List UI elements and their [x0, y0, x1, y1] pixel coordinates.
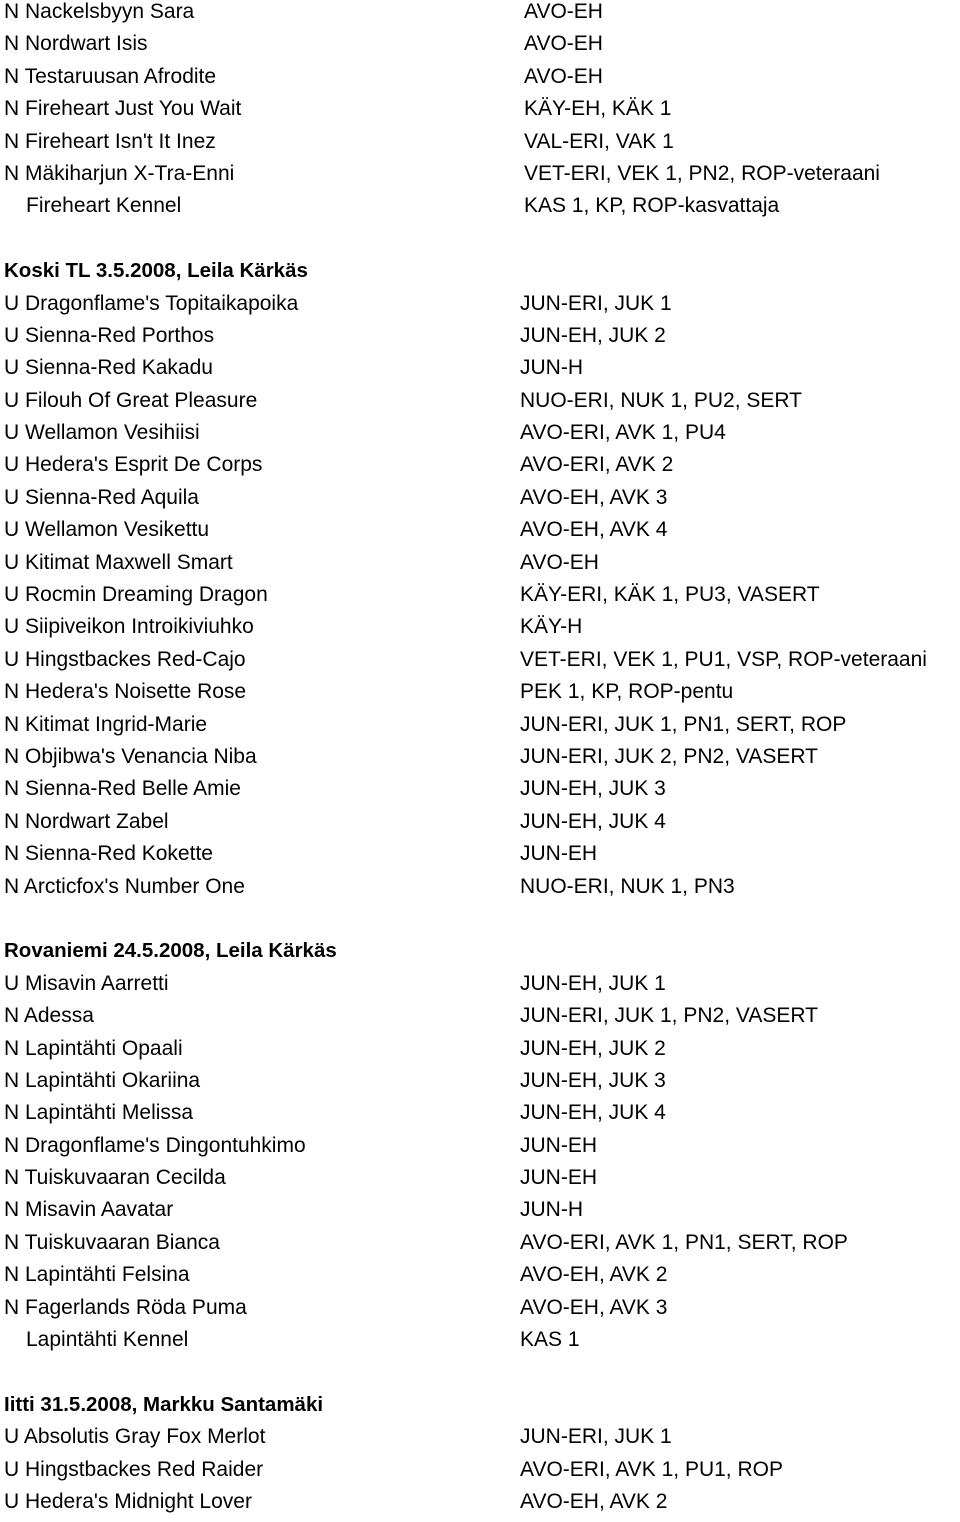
result-row: [4, 518, 960, 550]
dog-result: AVO-EH: [524, 0, 603, 23]
dog-name: N Sienna-Red Kokette: [4, 842, 213, 866]
dog-result: VET-ERI, VEK 1, PU1, VSP, ROP-veteraani: [520, 647, 927, 671]
dog-result: JUN-EH: [520, 1166, 597, 1190]
dog-name: N Lapintähti Okariina: [4, 1068, 201, 1092]
result-row: [4, 551, 960, 583]
result-row: [4, 648, 960, 680]
dog-name: N Misavin Aavatar: [4, 1198, 174, 1222]
dog-result: JUN-EH, JUK 2: [520, 323, 666, 347]
dog-name: U Hingstbackes Red-Cajo: [4, 647, 246, 671]
dog-name: U Hedera's Esprit De Corps: [4, 453, 263, 477]
dog-result: VAL-ERI, VAK 1: [524, 129, 674, 153]
dog-name: N Lapintähti Melissa: [4, 1101, 194, 1125]
section-gap: [4, 227, 960, 259]
result-row: [4, 421, 960, 453]
result-row: [4, 1263, 960, 1295]
dog-name: N Tuiskuvaaran Cecilda: [4, 1166, 226, 1190]
kennel-name: Fireheart Kennel: [26, 194, 182, 218]
dog-name: N Dragonflame's Dingontuhkimo: [4, 1133, 306, 1157]
dog-name: N Testaruusan Afrodite: [4, 64, 217, 88]
section-gap: [4, 907, 960, 939]
dog-result: AVO-EH: [524, 64, 603, 88]
show-section: [4, 0, 960, 227]
result-row: [4, 842, 960, 874]
dog-result: AVO-EH: [524, 32, 603, 56]
dog-name: N Mäkiharjun X-Tra-Enni: [4, 161, 235, 185]
result-row: [4, 583, 960, 615]
dog-result: JUN-EH, JUK 2: [520, 1036, 666, 1060]
dog-name: N Nackelsbyyn Sara: [4, 0, 195, 23]
result-row: [4, 1037, 960, 1069]
dog-result: JUN-EH, JUK 1: [520, 971, 666, 995]
kennel-result: KAS 1, KP, ROP-kasvattaja: [524, 194, 780, 218]
dog-name: N Lapintähti Opaali: [4, 1036, 183, 1060]
dog-name: N Arcticfox's Number One: [4, 874, 245, 898]
result-row: [4, 292, 960, 324]
result-row: [4, 324, 960, 356]
dog-result: JUN-EH, JUK 3: [520, 777, 666, 801]
dog-name: N Fireheart Isn't It Inez: [4, 129, 216, 153]
dog-name: N Nordwart Zabel: [4, 809, 169, 833]
dog-result: JUN-EH, JUK 4: [520, 1101, 666, 1125]
result-row: [4, 680, 960, 712]
kennel-name: Lapintähti Kennel: [26, 1328, 189, 1352]
show-heading: Koski TL 3.5.2008, Leila Kärkäs: [4, 259, 308, 283]
dog-name: U Wellamon Vesihiisi: [4, 421, 200, 445]
result-row: [4, 745, 960, 777]
dog-name: N Nordwart Isis: [4, 32, 148, 56]
dog-name: N Hedera's Noisette Rose: [4, 680, 247, 704]
dog-name: U Sienna-Red Kakadu: [4, 356, 213, 380]
show-section: [4, 259, 960, 907]
result-row: [4, 875, 960, 907]
result-row: [4, 1004, 960, 1036]
kennel-row: [4, 194, 960, 226]
dog-result: AVO-ERI, AVK 1, PN1, SERT, ROP: [520, 1230, 848, 1254]
result-row: [4, 130, 960, 162]
dog-name: U Sienna-Red Aquila: [4, 485, 199, 509]
result-row: [4, 1425, 960, 1457]
results-document: [4, 0, 960, 1522]
result-row: [4, 65, 960, 97]
dog-name: U Dragonflame's Topitaikapoika: [4, 291, 299, 315]
dog-name: N Sienna-Red Belle Amie: [4, 777, 241, 801]
dog-name: N Lapintähti Felsina: [4, 1263, 190, 1287]
dog-result: JUN-ERI, JUK 1: [520, 1425, 672, 1449]
dog-name: U Misavin Aarretti: [4, 971, 169, 995]
result-row: [4, 972, 960, 1004]
dog-name: U Filouh Of Great Pleasure: [4, 388, 258, 412]
dog-name: N Tuiskuvaaran Bianca: [4, 1230, 220, 1254]
result-row: [4, 389, 960, 421]
dog-result: VET-ERI, VEK 1, PN2, ROP-veteraani: [524, 161, 880, 185]
dog-name: U Absolutis Gray Fox Merlot: [4, 1425, 266, 1449]
dog-name: U Hedera's Midnight Lover: [4, 1489, 252, 1513]
dog-name: U Siipiveikon Introikiviuhko: [4, 615, 254, 639]
dog-result: AVO-EH, AVK 2: [520, 1263, 668, 1287]
dog-result: JUN-EH, JUK 4: [520, 809, 666, 833]
show-heading: Iitti 31.5.2008, Markku Santamäki: [4, 1392, 324, 1416]
kennel-result: KAS 1: [520, 1328, 580, 1352]
dog-result: NUO-ERI, NUK 1, PN3: [520, 874, 735, 898]
dog-result: KÄY-EH, KÄK 1: [524, 97, 672, 121]
dog-result: AVO-ERI, AVK 2: [520, 453, 674, 477]
dog-result: JUN-H: [520, 1198, 583, 1222]
result-row: [4, 1458, 960, 1490]
result-row: [4, 1101, 960, 1133]
kennel-row: [4, 1328, 960, 1360]
result-row: [4, 1231, 960, 1263]
section-gap: [4, 1360, 960, 1392]
show-section: [4, 939, 960, 1360]
dog-name: U Wellamon Vesikettu: [4, 518, 210, 542]
dog-result: JUN-H: [520, 356, 583, 380]
result-row: [4, 32, 960, 64]
result-row: [4, 1490, 960, 1522]
dog-name: N Fireheart Just You Wait: [4, 97, 242, 121]
dog-result: JUN-ERI, JUK 2, PN2, VASERT: [520, 744, 818, 768]
dog-result: AVO-EH: [520, 550, 599, 574]
result-row: [4, 1134, 960, 1166]
result-row: [4, 615, 960, 647]
dog-result: AVO-EH, AVK 4: [520, 518, 668, 542]
dog-result: JUN-ERI, JUK 1, PN1, SERT, ROP: [520, 712, 847, 736]
result-row: [4, 453, 960, 485]
result-row: [4, 1069, 960, 1101]
dog-name: N Fagerlands Röda Puma: [4, 1295, 247, 1319]
dog-result: JUN-ERI, JUK 1: [520, 291, 672, 315]
dog-name: U Rocmin Dreaming Dragon: [4, 583, 268, 607]
dog-result: AVO-EH, AVK 3: [520, 485, 668, 509]
dog-result: JUN-ERI, JUK 1, PN2, VASERT: [520, 1004, 818, 1028]
result-row: [4, 1296, 960, 1328]
dog-result: AVO-EH, AVK 3: [520, 1295, 668, 1319]
dog-result: PEK 1, KP, ROP-pentu: [520, 680, 734, 704]
dog-name: U Kitimat Maxwell Smart: [4, 550, 233, 574]
dog-result: KÄY-ERI, KÄK 1, PU3, VASERT: [520, 583, 820, 607]
result-row: [4, 713, 960, 745]
result-row: [4, 356, 960, 388]
dog-result: AVO-ERI, AVK 1, PU1, ROP: [520, 1457, 783, 1481]
result-row: [4, 810, 960, 842]
result-row: [4, 777, 960, 809]
result-row: [4, 97, 960, 129]
dog-result: KÄY-H: [520, 615, 583, 639]
dog-result: AVO-ERI, AVK 1, PU4: [520, 421, 726, 445]
result-row: [4, 1166, 960, 1198]
dog-result: JUN-EH: [520, 842, 597, 866]
dog-name: N Kitimat Ingrid-Marie: [4, 712, 208, 736]
dog-result: AVO-EH, AVK 2: [520, 1489, 668, 1513]
result-row: [4, 486, 960, 518]
dog-name: U Hingstbackes Red Raider: [4, 1457, 264, 1481]
dog-name: U Sienna-Red Porthos: [4, 323, 215, 347]
dog-result: NUO-ERI, NUK 1, PU2, SERT: [520, 388, 803, 412]
dog-name: N Adessa: [4, 1004, 94, 1028]
dog-result: JUN-EH, JUK 3: [520, 1068, 666, 1092]
result-row: [4, 1198, 960, 1230]
show-section: [4, 1393, 960, 1522]
dog-result: JUN-EH: [520, 1133, 597, 1157]
show-heading: Rovaniemi 24.5.2008, Leila Kärkäs: [4, 939, 337, 963]
result-row: [4, 162, 960, 194]
dog-name: N Objibwa's Venancia Niba: [4, 744, 257, 768]
result-row: [4, 0, 960, 32]
